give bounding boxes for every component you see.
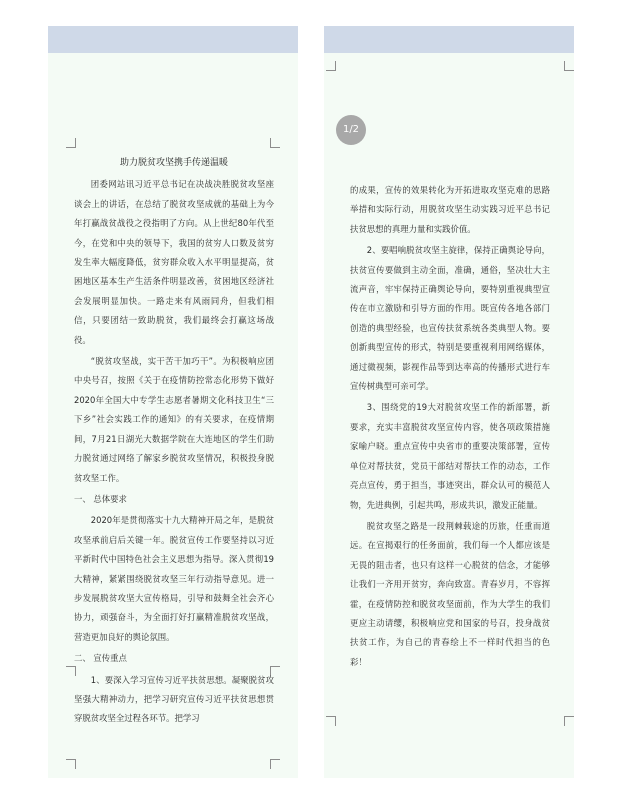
document-title: 助力脱贫攻坚携手传递温暖 [119, 158, 228, 168]
crop-mark-top-left [326, 61, 336, 71]
paragraph: 团委网站讯习近平总书记在决战决胜脱贫攻坚座谈会上的讲话，在总结了脱贫攻坚成就的基础上为今年打赢战贫战役之役指明了方向。从上世纪80年代至今，在党和中央的领导下，我国的贫穷人口数及贫穷发生率大幅度降低，贫穷群众收入水平明显提高，贫困地区基本生产生活条件明显改善，贫困地区经济社会发展明显加快。一路走来有风雨同舟，但我们相信，只要团结一致助脱贫，我们最终会打赢这场战役。 [74, 179, 274, 345]
paragraph: 2020年是贯彻落实十九大精神开局之年，是脱贫攻坚承前启后关键一年。脱贫宣传工作要坚持以习近平新时代中国特色社会主义思想为指导。深入贯彻19大精神，紧紧围绕脱贫攻坚三年行动指导意见。进一步发展脱贫攻坚大宣传格局，引导和鼓舞全社会齐心协力，顽强奋斗，为全面打好打赢精准脱贫攻坚战，营造更加良好的舆论氛围。 [74, 515, 274, 642]
crop-mark-bottom-left [326, 716, 336, 726]
document-page-right [324, 26, 574, 778]
page-body [74, 154, 274, 731]
section-heading: 一、 总体要求 [74, 493, 127, 504]
page-header-bar [48, 26, 298, 53]
paragraph: “脱贫攻坚战，实干苦干加巧干”。为积极响应团中央号召，按照《关于在疫情防控常态化形势下做好2020年全国大中专学生志愿者暑期文化科技卫生“三下乡”社会实践工作的通知》的有关要求，在疫情期间，7月21日湖光大数据学院在大连地区的学生们助力脱贫通过网络了解家乡脱贫攻坚情况，积极投身脱贫攻坚工作。 [74, 356, 274, 483]
paragraph-list [74, 175, 274, 728]
crop-mark-bottom-right [564, 716, 574, 726]
section-heading: 二、 宣传重点 [74, 653, 127, 664]
crop-mark-top-left [66, 138, 76, 148]
crop-mark-top-right [564, 61, 574, 71]
crop-mark-top-right [270, 138, 280, 148]
paragraph: 1、要深入学习宣传习近平扶贫思想。凝聚脱贫攻坚强大精神动力，把学习研究宣传习近平扶贫思想贯穿脱贫攻坚全过程各环节。把学习 [74, 674, 274, 724]
document-page-left [48, 26, 298, 778]
page-number-badge: 1/2 [336, 115, 366, 145]
paragraph: 脱贫攻坚之路是一段荆棘载途的历旅，任重而道远。在宣揭艰行的任务面前，我们每一个人都应该是无畏的阻击者，也只有这样一心脱贫的信念，才能够让我们一齐用开贫穷，奔向致富。青春岁月，不容挥霍，在疫情防控和脱贫攻坚面前，作为大学生的我们更应主动请缨，积极响应党和国家的号召，投身战贫扶贫工作，为自己的青春绘上不一样时代担当的色彩！ [350, 520, 550, 667]
paragraph: 2、要唱响脱贫攻坚主旋律，保持正确舆论导向，扶贫宣传要做到主动全面，准确，通俗，坚决壮大主流声音，牢牢保持正确舆论导向，要特别重视典型宣传在市立激励和引导方面的作用。既宣传各地各部门创造的典型经验，也宣传扶贫系统各类典型人物。要创新典型宣传的形式，特别是要重视利用网络媒体，通过微视频，影视作品等到达率高的传播形式进行车宣传树典型可亲可学。 [350, 245, 550, 392]
paragraph-list [350, 181, 550, 672]
paragraph: 3、围绕党的19大对脱贫攻坚工作的新部署，新要求，充实丰富脱贫攻坚宣传内容，使各项政策措施家喻户晓。重点宣传中央省市的重要决策部署，宣传单位对帮扶贫，党员干部结对帮扶工作的动态，工作亮点宣传，勇于担当，事迹突出，群众认可的模范人物，先进典例，引起共鸣，形成共识，激发正能量。 [350, 402, 550, 510]
page-header-bar [324, 26, 574, 53]
crop-mark-footer-left [66, 759, 76, 769]
page-body [350, 181, 550, 674]
crop-mark-footer-right [270, 759, 280, 769]
paragraph: 的成果，宣传的效果转化为开拓进取攻坚克难的思路举措和实际行动，用脱贫攻坚生动实践习近平总书记扶贫思想的真理力量和实践价值。 [350, 185, 550, 234]
